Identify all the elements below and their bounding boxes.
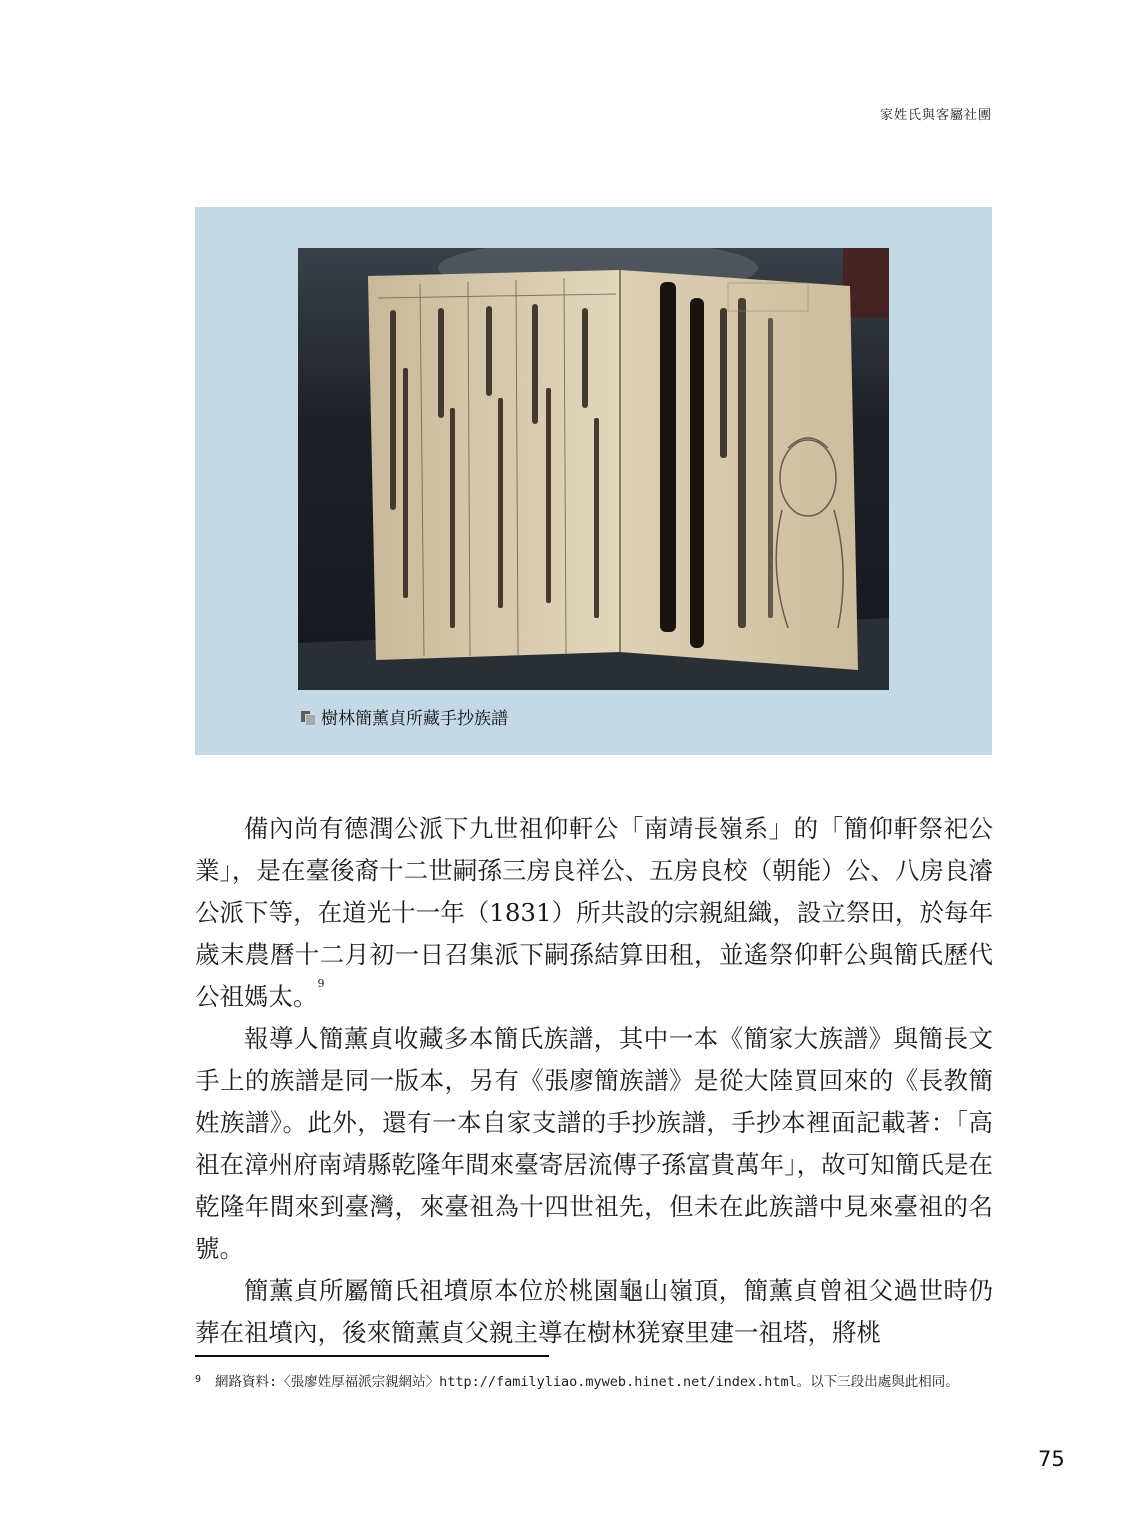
figure-box (195, 207, 992, 755)
footnote-ref[interactable]: 9 (317, 977, 325, 990)
caption-text: 樹林簡薰貞所藏手抄族譜 (321, 709, 508, 729)
footnote-mark: 9 (195, 1374, 202, 1385)
footnote (195, 1370, 995, 1394)
page-number: 75 (1038, 1447, 1065, 1471)
paragraph-1-text: 備內尚有德潤公派下九世祖仰軒公「南靖長嶺系」的「簡仰軒祭祀公業」，是在臺後裔十二世嗣孫三房良祥公、五房良校（朝能）公、八房良濬公派下等，在道光十一年（1831）所共設的宗親組織，設立祭田，於每年歲末農曆十二月初一日召集派下嗣孫結算田租，並遙祭仰軒公與簡氏歷代公祖媽太。 (195, 814, 993, 1011)
genealogy-photo-drawing (298, 248, 889, 690)
paragraph-3 (195, 1270, 993, 1354)
paragraph-2-text: 報導人簡薰貞收藏多本簡氏族譜，其中一本《簡家大族譜》與簡長文手上的族譜是同一版本，另有《張廖簡族譜》是從大陸買回來的《長教簡姓族譜》。此外，還有一本自家支譜的手抄族譜，手抄本裡面記載著：「高祖在漳州府南靖縣乾隆年間來臺寄居流傳子孫富貴萬年」，故可知簡氏是在乾隆年間來到臺灣，來臺祖為十四世祖先，但未在此族譜中見來臺祖的名號。 (195, 1024, 993, 1263)
genealogy-photo (298, 248, 889, 690)
body-text (195, 808, 993, 1354)
footnote-rule (195, 1355, 549, 1357)
figure-caption (301, 704, 508, 729)
paragraph-1 (195, 808, 993, 1018)
paragraph-2 (195, 1018, 993, 1270)
caption-bullet-icon (301, 710, 315, 724)
footnote-text: 網路資料:〈張廖姓厚福派宗親網站〉http://familyliao.myweb.hinet.net/index.html。以下三段出處與此相同。 (215, 1374, 959, 1390)
paragraph-3-text: 簡薰貞所屬簡氏祖墳原本位於桃園龜山嶺頂，簡薰貞曾祖父過世時仍葬在祖墳內，後來簡薰貞父親主導在樹林猐寮里建一祖塔，將桃 (195, 1276, 993, 1347)
running-header: 家姓氏與客屬社團 (879, 108, 992, 123)
